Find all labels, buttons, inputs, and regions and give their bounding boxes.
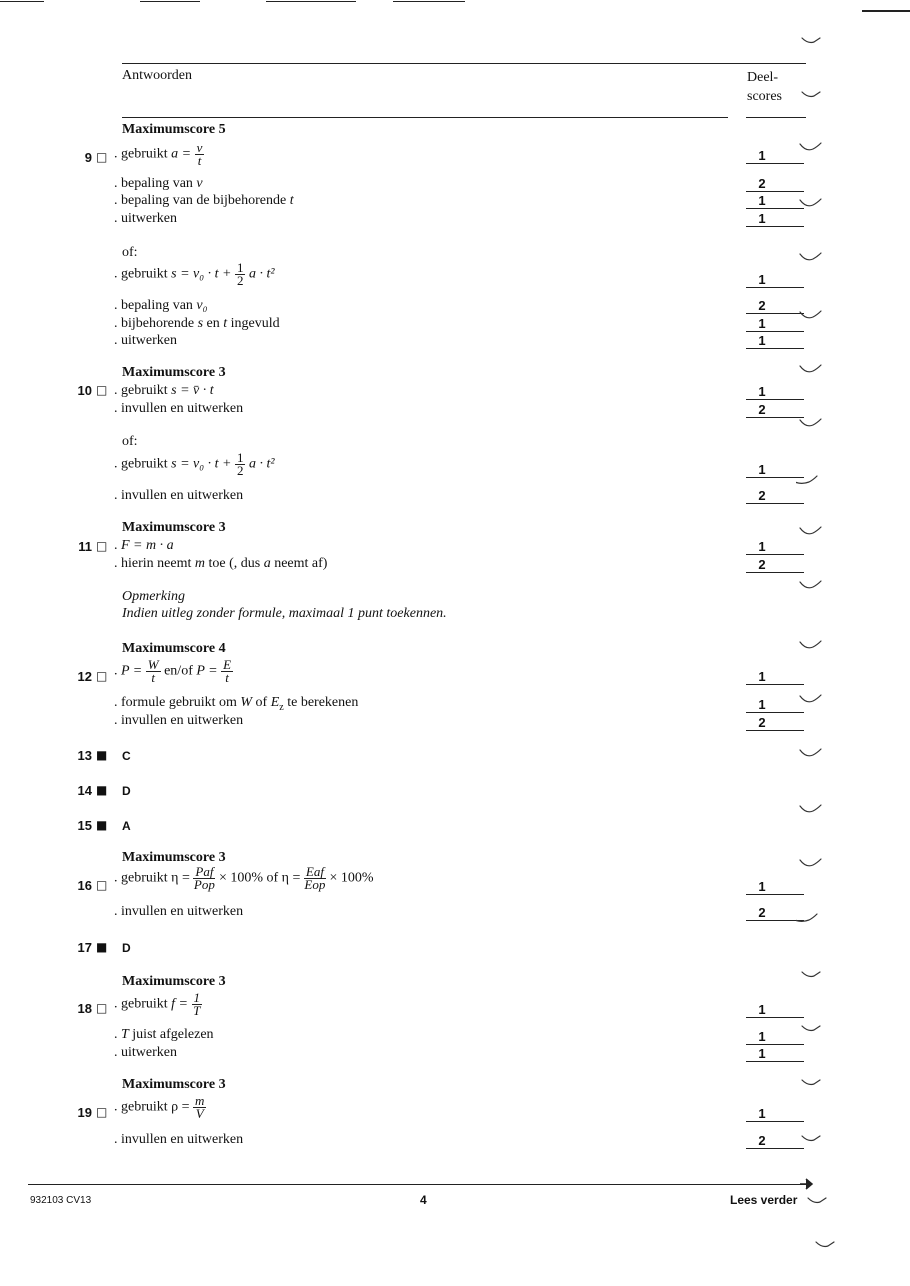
q16-number: 16 bbox=[77, 878, 92, 893]
column-header-scores-line1: Deel- bbox=[747, 70, 779, 85]
q10-or: of: bbox=[122, 434, 138, 449]
q12-score: 1 bbox=[746, 669, 804, 685]
footer-page-number: 4 bbox=[420, 1193, 427, 1207]
q10-max-score: Maximumscore 3 bbox=[122, 365, 226, 380]
q17-number: 17 bbox=[77, 940, 92, 955]
check-mark-icon bbox=[802, 38, 820, 43]
check-mark-icon bbox=[800, 199, 821, 206]
scan-edge-line bbox=[393, 1, 465, 2]
q10-alt-criterion-1: . gebruikt s = v₀ · t + $\frac{1}{2}$ a · t² bbox=[114, 450, 275, 478]
check-mark-icon bbox=[802, 1080, 820, 1085]
scan-edge-line bbox=[266, 1, 356, 2]
q9-alt-score: 1 bbox=[746, 316, 804, 332]
check-mark-icon bbox=[800, 527, 821, 534]
q9-open-box: □ bbox=[96, 150, 108, 164]
q19-open-box: □ bbox=[96, 1105, 108, 1119]
header-top-rule bbox=[122, 63, 806, 64]
q16-criterion-2: . invullen en uitwerken bbox=[114, 904, 244, 919]
check-mark-icon bbox=[802, 1026, 820, 1031]
q18-criterion-1: . gebruikt f = $\frac{1}{T}$ bbox=[114, 990, 201, 1018]
q18-criterion-2: . T juist afgelezen bbox=[114, 1027, 214, 1042]
q19-max-score: Maximumscore 3 bbox=[122, 1077, 226, 1092]
q19-number: 19 bbox=[77, 1105, 92, 1120]
q11-criterion-1: . F = m · a bbox=[114, 538, 174, 553]
check-mark-icon bbox=[800, 581, 821, 588]
footer-exam-code: 932103 CV13 bbox=[30, 1195, 92, 1206]
q14-answer: D bbox=[122, 784, 131, 798]
check-mark-icon bbox=[800, 143, 821, 150]
q14-filled-box: ■ bbox=[96, 783, 108, 797]
q9-alt-criterion-4: . uitwerken bbox=[114, 333, 177, 348]
q9-score: 1 bbox=[746, 148, 804, 164]
q19-criterion-1: . gebruikt ρ = $\frac{m}{V}$ bbox=[114, 1093, 205, 1121]
q16-score: 2 bbox=[746, 905, 804, 921]
check-marks bbox=[796, 30, 836, 1260]
q9-alt-criterion-1: . gebruikt s = v₀ · t + $\frac{1}{2}$ a · t² bbox=[114, 260, 275, 288]
q9-max-score: Maximumscore 5 bbox=[122, 122, 226, 137]
check-mark-icon bbox=[800, 311, 821, 318]
q11-remark-title: Opmerking bbox=[122, 589, 185, 604]
q13-number: 13 bbox=[77, 748, 92, 763]
column-header-answers: Antwoorden bbox=[122, 68, 192, 83]
q10-open-box: □ bbox=[96, 383, 108, 397]
q10-score: 2 bbox=[746, 402, 804, 418]
q13-answer: C bbox=[122, 749, 131, 763]
q12-number: 12 bbox=[77, 669, 92, 684]
scan-edge-line bbox=[0, 1, 44, 2]
q16-criterion-1: . gebruikt η = $\frac{\text{Paf}}{\text{Pop}}$ × 100% of η = $\frac{\text{Eaf}}{\text{Eop}}$ × 100% bbox=[114, 864, 374, 892]
header-bottom-rule bbox=[122, 117, 728, 118]
check-mark-icon bbox=[800, 695, 821, 702]
q17-answer: D bbox=[122, 941, 131, 955]
q11-number: 11 bbox=[78, 539, 92, 554]
q9-alt-score: 2 bbox=[746, 298, 804, 314]
scan-edge-line bbox=[140, 1, 200, 2]
check-mark-icon bbox=[800, 365, 821, 372]
q9-alt-score: 1 bbox=[746, 272, 804, 288]
check-mark-icon bbox=[808, 1198, 826, 1203]
q11-score: 2 bbox=[746, 557, 804, 573]
q12-score: 1 bbox=[746, 697, 804, 713]
q12-criterion-1: . P = $\frac{W}{t}$ en/of P = $\frac{E}{t}$ bbox=[114, 657, 232, 685]
footer-next-page: Lees verder bbox=[730, 1193, 798, 1207]
check-mark-icon bbox=[802, 92, 820, 97]
q9-alt-score: 1 bbox=[746, 333, 804, 349]
q18-max-score: Maximumscore 3 bbox=[122, 974, 226, 989]
q11-max-score: Maximumscore 3 bbox=[122, 520, 226, 535]
q15-answer: A bbox=[122, 819, 131, 833]
q16-max-score: Maximumscore 3 bbox=[122, 850, 226, 865]
q9-alt-criterion-3: . bijbehorende s en t ingevuld bbox=[114, 316, 280, 331]
q14-number: 14 bbox=[77, 783, 92, 798]
q9-criterion-2: . bepaling van v bbox=[114, 176, 203, 191]
q11-remark-text: Indien uitleg zonder formule, maximaal 1 punt toekennen. bbox=[122, 606, 447, 621]
q10-number: 10 bbox=[77, 383, 92, 398]
q17-filled-box: ■ bbox=[96, 940, 108, 954]
q10-alt-score: 1 bbox=[746, 462, 804, 478]
q9-score: 2 bbox=[746, 176, 804, 192]
check-mark-icon bbox=[800, 419, 821, 426]
column-header-scores bbox=[747, 68, 782, 106]
q9-or: of: bbox=[122, 245, 138, 260]
q18-open-box: □ bbox=[96, 1001, 108, 1015]
q18-score: 1 bbox=[746, 1002, 804, 1018]
footer-rule bbox=[28, 1184, 806, 1185]
check-mark-icon bbox=[802, 972, 820, 977]
q13-filled-box: ■ bbox=[96, 748, 108, 762]
q9-criterion-4: . uitwerken bbox=[114, 211, 177, 226]
q10-criterion-1: . gebruikt s = v̄ · t bbox=[114, 383, 214, 398]
q16-score: 1 bbox=[746, 879, 804, 895]
q15-number: 15 bbox=[77, 818, 92, 833]
q16-open-box: □ bbox=[96, 878, 108, 892]
q9-score: 1 bbox=[746, 193, 804, 209]
q12-criterion-2: . formule gebruikt om W of $E_z$ te berekenen bbox=[114, 695, 359, 713]
check-mark-icon bbox=[796, 476, 817, 483]
arrow-right-icon bbox=[800, 1178, 814, 1190]
q10-score: 1 bbox=[746, 384, 804, 400]
q18-number: 18 bbox=[77, 1001, 92, 1016]
q19-score: 1 bbox=[746, 1106, 804, 1122]
scan-edge-line bbox=[862, 10, 910, 12]
q10-alt-score: 2 bbox=[746, 488, 804, 504]
q15-filled-box: ■ bbox=[96, 818, 108, 832]
q9-alt-criterion-2: . bepaling van v₀ bbox=[114, 298, 208, 313]
check-mark-icon bbox=[800, 859, 821, 866]
q11-criterion-2: . hierin neemt m toe (, dus a neemt af) bbox=[114, 556, 328, 571]
check-mark-icon bbox=[796, 914, 817, 921]
check-mark-icon bbox=[800, 641, 821, 648]
q12-score: 2 bbox=[746, 715, 804, 731]
q12-criterion-3: . invullen en uitwerken bbox=[114, 713, 244, 728]
q18-score: 1 bbox=[746, 1029, 804, 1045]
check-mark-icon bbox=[816, 1242, 834, 1247]
q9-score: 1 bbox=[746, 211, 804, 227]
q19-score: 2 bbox=[746, 1133, 804, 1149]
check-mark-icon bbox=[800, 253, 821, 260]
q18-score: 1 bbox=[746, 1046, 804, 1062]
q12-open-box: □ bbox=[96, 669, 108, 683]
q12-max-score: Maximumscore 4 bbox=[122, 641, 226, 656]
q11-open-box: □ bbox=[96, 539, 108, 553]
q10-alt-criterion-2: . invullen en uitwerken bbox=[114, 488, 244, 503]
check-mark-icon bbox=[800, 805, 821, 812]
q11-score: 1 bbox=[746, 539, 804, 555]
check-mark-icon bbox=[802, 1136, 820, 1141]
q18-criterion-3: . uitwerken bbox=[114, 1045, 177, 1060]
column-header-scores-line2: scores bbox=[747, 89, 782, 104]
q9-criterion-1: . gebruikt a = $\frac{v}{t}$ bbox=[114, 140, 203, 168]
q9-number: 9 bbox=[84, 150, 92, 165]
q10-criterion-2: . invullen en uitwerken bbox=[114, 401, 244, 416]
q9-criterion-3: . bepaling van de bijbehorende t bbox=[114, 193, 294, 208]
q19-criterion-2: . invullen en uitwerken bbox=[114, 1132, 244, 1147]
check-mark-icon bbox=[800, 749, 821, 756]
